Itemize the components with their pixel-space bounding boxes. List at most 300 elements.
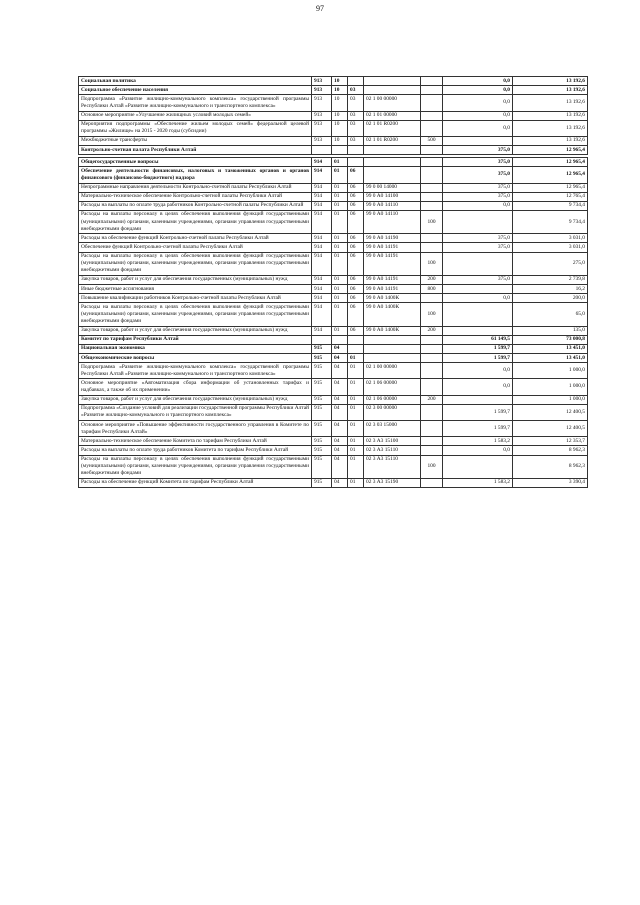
sum-2020-cell: 2 739,8 (513, 275, 588, 284)
target-article-cell: 02 1 01 00000 (364, 111, 421, 120)
sum-2020-cell: 16,2 (513, 285, 588, 294)
sum-2020-cell: 12 965,4 (513, 183, 588, 192)
row-name-cell: Обеспечение деятельности финансовых, налоговых и таможенных органов и органов финансового (финансово-бюджетного) надзора (79, 167, 312, 183)
table-row (79, 335, 588, 344)
section-code-cell: 01 (332, 303, 348, 326)
section-code-cell: 04 (332, 344, 348, 353)
subsection-code-cell: 03 (348, 111, 364, 120)
target-article-cell: 02 1 00 00000 (364, 95, 421, 111)
expense-type-cell (421, 243, 443, 252)
row-name-cell: Контрольно-счетная палата Республики Алтай (79, 146, 312, 155)
row-name-cell: Закупка товаров, работ и услуг для обеспечения государственных (муниципальных) нужд (79, 326, 312, 335)
row-name-cell: Расходы на выплаты персоналу в целях обеспечения выполнения функций государственными (муниципальными) органами, казенными учреждениями, органами управления государственными внебюджетными фондами (79, 252, 312, 275)
subsection-code-cell: 01 (348, 354, 364, 363)
ministry-code-cell: 914 (312, 192, 332, 201)
sum-2019-cell: 61 149,5 (443, 335, 513, 344)
expense-type-cell: 200 (421, 326, 443, 335)
sum-2020-cell: 1 000,0 (513, 363, 588, 379)
expense-type-cell: 100 (421, 252, 443, 275)
row-name-cell: Иные бюджетные ассигнования (79, 285, 312, 294)
subsection-code-cell (348, 344, 364, 353)
row-name-cell: Национальная экономика (79, 344, 312, 353)
sum-2019-cell: 375,0 (443, 183, 513, 192)
section-code-cell: 04 (332, 363, 348, 379)
sum-2020-cell: 12 353,7 (513, 437, 588, 446)
target-article-cell: 99 0 А0 14191 (364, 285, 421, 294)
subsection-code-cell: 01 (348, 404, 364, 420)
expense-type-cell (421, 158, 443, 167)
row-name-cell: Общегосударственные вопросы (79, 158, 312, 167)
subsection-code-cell: 03 (348, 86, 364, 95)
sum-2019-cell (443, 136, 513, 145)
target-article-cell (364, 77, 421, 86)
subsection-code-cell: 01 (348, 421, 364, 437)
row-name-cell: Социальная политика (79, 77, 312, 86)
sum-2020-cell: 13 192,6 (513, 95, 588, 111)
target-article-cell (364, 354, 421, 363)
target-article-cell: 02 1 01 R0200 (364, 136, 421, 145)
target-article-cell: 99 0 А0 14191 (364, 275, 421, 284)
target-article-cell (364, 335, 421, 344)
ministry-code-cell: 915 (312, 478, 332, 487)
budget-table-container (78, 76, 587, 488)
table-row (79, 303, 588, 326)
sum-2020-cell: 13 192,6 (513, 111, 588, 120)
sum-2019-cell: 375,0 (443, 167, 513, 183)
subsection-code-cell (348, 146, 364, 155)
table-row (79, 354, 588, 363)
target-article-cell: 02 3 А3 15110 (364, 446, 421, 455)
subsection-code-cell: 06 (348, 326, 364, 335)
sum-2020-cell: 13 192,6 (513, 77, 588, 86)
subsection-code-cell: 06 (348, 294, 364, 303)
subsection-code-cell: 01 (348, 379, 364, 395)
expense-type-cell (421, 344, 443, 353)
sum-2019-cell: 375,0 (443, 192, 513, 201)
ministry-code-cell: 914 (312, 326, 332, 335)
sum-2019-cell: 375,0 (443, 243, 513, 252)
ministry-code-cell: 913 (312, 77, 332, 86)
row-name-cell: Комитет по тарифам Республики Алтай (79, 335, 312, 344)
sum-2020-cell: 12 400,5 (513, 421, 588, 437)
section-code-cell: 04 (332, 379, 348, 395)
row-name-cell: Расходы на обеспечение функций Контрольно-счетной палаты Республики Алтай (79, 234, 312, 243)
target-article-cell: 99 0 А0 14191 (364, 243, 421, 252)
sum-2020-cell: 12 965,4 (513, 167, 588, 183)
sum-2020-cell: 8 962,3 (513, 455, 588, 478)
sum-2019-cell: 375,0 (443, 158, 513, 167)
table-row (79, 285, 588, 294)
expense-type-cell: 200 (421, 395, 443, 404)
section-code-cell: 10 (332, 120, 348, 136)
section-code-cell: 10 (332, 77, 348, 86)
sum-2020-cell: 9 734,4 (513, 201, 588, 210)
table-row (79, 478, 588, 487)
table-row (79, 210, 588, 233)
target-article-cell: 02 1 01 R0200 (364, 120, 421, 136)
section-code-cell (332, 335, 348, 344)
row-name-cell: Межбюджетные трансферты (79, 136, 312, 145)
expense-type-cell: 100 (421, 303, 443, 326)
ministry-code-cell: 915 (312, 363, 332, 379)
table-row (79, 234, 588, 243)
sum-2020-cell: 12 965,4 (513, 146, 588, 155)
subsection-code-cell (348, 158, 364, 167)
subsection-code-cell (348, 335, 364, 344)
subsection-code-cell: 06 (348, 234, 364, 243)
section-code-cell: 01 (332, 326, 348, 335)
expense-type-cell (421, 86, 443, 95)
sum-2019-cell: 0,0 (443, 363, 513, 379)
sum-2020-cell: 12 965,4 (513, 158, 588, 167)
ministry-code-cell (312, 335, 332, 344)
sum-2019-cell (443, 210, 513, 233)
target-article-cell: 99 0 А0 14190 (364, 234, 421, 243)
ministry-code-cell: 913 (312, 111, 332, 120)
row-name-cell: Закупка товаров, работ и услуг для обеспечения государственных (муниципальных) нужд (79, 275, 312, 284)
section-code-cell (332, 146, 348, 155)
sum-2019-cell: 1 583,2 (443, 437, 513, 446)
section-code-cell: 01 (332, 234, 348, 243)
sum-2019-cell: 1 599,7 (443, 344, 513, 353)
section-code-cell: 01 (332, 210, 348, 233)
subsection-code-cell: 01 (348, 446, 364, 455)
section-code-cell: 10 (332, 111, 348, 120)
row-name-cell: Социальное обеспечение населения (79, 86, 312, 95)
target-article-cell: 99 0 А0 14100 (364, 192, 421, 201)
sum-2019-cell: 375,0 (443, 146, 513, 155)
target-article-cell (364, 158, 421, 167)
section-code-cell: 01 (332, 275, 348, 284)
row-name-cell: Расходы на выплаты по оплате труда работников Комитета по тарифам Республики Алтай (79, 446, 312, 455)
section-code-cell: 01 (332, 167, 348, 183)
expense-type-cell: 800 (421, 285, 443, 294)
target-article-cell: 02 3 А3 15100 (364, 437, 421, 446)
sum-2019-cell: 1 599,7 (443, 421, 513, 437)
row-name-cell: Расходы на обеспечение функций Комитета по тарифам Республики Алтай (79, 478, 312, 487)
subsection-code-cell: 06 (348, 192, 364, 201)
row-name-cell: Общеэкономические вопросы (79, 354, 312, 363)
sum-2020-cell: 13 192,6 (513, 120, 588, 136)
sum-2020-cell: 3 031,0 (513, 243, 588, 252)
table-row (79, 421, 588, 437)
section-code-cell: 01 (332, 201, 348, 210)
ministry-code-cell: 915 (312, 421, 332, 437)
sum-2019-cell (443, 326, 513, 335)
target-article-cell: 02 3 00 00000 (364, 404, 421, 420)
subsection-code-cell: 06 (348, 167, 364, 183)
sum-2020-cell: 12 400,5 (513, 404, 588, 420)
sum-2019-cell: 0,0 (443, 111, 513, 120)
sum-2020-cell: 65,0 (513, 303, 588, 326)
sum-2020-cell: 135,0 (513, 326, 588, 335)
target-article-cell: 99 0 А0 1400К (364, 326, 421, 335)
ministry-code-cell: 915 (312, 354, 332, 363)
target-article-cell (364, 167, 421, 183)
row-name-cell: Расходы на выплаты персоналу в целях обеспечения выполнения функций государственными (муниципальными) органами, казенными учреждениями, органами управления государственными внебюджетными фондами (79, 455, 312, 478)
expense-type-cell (421, 421, 443, 437)
section-code-cell: 04 (332, 404, 348, 420)
subsection-code-cell: 06 (348, 285, 364, 294)
table-row (79, 192, 588, 201)
table-row (79, 404, 588, 420)
table-row (79, 243, 588, 252)
row-name-cell: Материально-техническое обеспечение Комитета по тарифам Республики Алтай (79, 437, 312, 446)
row-name-cell: Материально-техническое обеспечение Контрольно-счетной палаты Республики Алтай (79, 192, 312, 201)
target-article-cell (364, 344, 421, 353)
table-row (79, 167, 588, 183)
row-name-cell: Основное мероприятие «Повышение эффективности государственного управления в Комитете по тарифам Республики Алтай» (79, 421, 312, 437)
table-row (79, 95, 588, 111)
sum-2020-cell: 9 734,4 (513, 210, 588, 233)
ministry-code-cell: 915 (312, 437, 332, 446)
row-name-cell: Закупка товаров, работ и услуг для обеспечения государственных (муниципальных) нужд (79, 395, 312, 404)
sum-2020-cell: 200,0 (513, 294, 588, 303)
expense-type-cell: 500 (421, 136, 443, 145)
section-code-cell: 04 (332, 395, 348, 404)
subsection-code-cell: 03 (348, 120, 364, 136)
subsection-code-cell: 06 (348, 201, 364, 210)
ministry-code-cell: 915 (312, 395, 332, 404)
target-article-cell: 99 0 А0 1400К (364, 294, 421, 303)
target-article-cell: 02 3 А3 15110 (364, 455, 421, 478)
ministry-code-cell: 915 (312, 446, 332, 455)
section-code-cell: 04 (332, 421, 348, 437)
expense-type-cell (421, 183, 443, 192)
ministry-code-cell: 914 (312, 243, 332, 252)
sum-2019-cell (443, 285, 513, 294)
row-name-cell: Непрограммные направления деятельности Контрольно-счетной палаты Республики Алтай (79, 183, 312, 192)
ministry-code-cell: 914 (312, 183, 332, 192)
sum-2019-cell (443, 303, 513, 326)
row-name-cell: Обеспечение функций Контрольно-счетной палаты Республики Алтай (79, 243, 312, 252)
row-name-cell: Расходы на выплаты персоналу в целях обеспечения выполнения функций государственными (муниципальными) органами, казенными учреждениями, органами управления государственными внебюджетными фондами (79, 210, 312, 233)
ministry-code-cell: 913 (312, 136, 332, 145)
table-row (79, 146, 588, 155)
expense-type-cell (421, 446, 443, 455)
subsection-code-cell: 01 (348, 437, 364, 446)
sum-2020-cell: 13 192,6 (513, 86, 588, 95)
table-row (79, 294, 588, 303)
target-article-cell: 99 0 А0 14110 (364, 210, 421, 233)
target-article-cell: 02 1 06 00000 (364, 379, 421, 395)
section-code-cell: 01 (332, 294, 348, 303)
sum-2019-cell: 0,0 (443, 120, 513, 136)
sum-2020-cell: 275,0 (513, 252, 588, 275)
expense-type-cell (421, 77, 443, 86)
subsection-code-cell: 01 (348, 478, 364, 487)
table-row (79, 446, 588, 455)
section-code-cell: 10 (332, 95, 348, 111)
sum-2019-cell: 0,0 (443, 294, 513, 303)
table-row (79, 183, 588, 192)
sum-2019-cell: 375,0 (443, 275, 513, 284)
ministry-code-cell: 914 (312, 303, 332, 326)
subsection-code-cell: 06 (348, 275, 364, 284)
table-row (79, 111, 588, 120)
target-article-cell: 02 3 03 15000 (364, 421, 421, 437)
section-code-cell: 04 (332, 455, 348, 478)
target-article-cell: 99 0 А0 14191 (364, 252, 421, 275)
sum-2020-cell: 13 451,0 (513, 344, 588, 353)
sum-2020-cell: 1 000,0 (513, 379, 588, 395)
target-article-cell: 02 3 А3 15190 (364, 478, 421, 487)
ministry-code-cell: 914 (312, 252, 332, 275)
row-name-cell: Основное мероприятие «Автоматизация сбора информации об установленных тарифах и надбавках, а также об их применении» (79, 379, 312, 395)
ministry-code-cell: 914 (312, 210, 332, 233)
ministry-code-cell: 914 (312, 275, 332, 284)
expense-type-cell (421, 478, 443, 487)
ministry-code-cell: 914 (312, 234, 332, 243)
table-row (79, 86, 588, 95)
expense-type-cell (421, 294, 443, 303)
ministry-code-cell: 914 (312, 285, 332, 294)
expense-type-cell: 100 (421, 210, 443, 233)
table-row (79, 437, 588, 446)
section-code-cell: 10 (332, 86, 348, 95)
subsection-code-cell: 06 (348, 243, 364, 252)
subsection-code-cell: 01 (348, 395, 364, 404)
ministry-code-cell: 913 (312, 86, 332, 95)
subsection-code-cell (348, 77, 364, 86)
section-code-cell: 01 (332, 192, 348, 201)
sum-2020-cell: 73 000,8 (513, 335, 588, 344)
ministry-code-cell (312, 146, 332, 155)
expense-type-cell (421, 335, 443, 344)
target-article-cell: 99 0 А0 1400К (364, 303, 421, 326)
target-article-cell: 99 0 00 14000 (364, 183, 421, 192)
sum-2020-cell: 12 765,4 (513, 192, 588, 201)
table-row (79, 201, 588, 210)
table-row (79, 363, 588, 379)
row-name-cell: Мероприятия подпрограммы «Обеспечение жильем молодых семей» федеральной целевой программы «Жилище» на 2015 - 2020 годы (субсидии) (79, 120, 312, 136)
table-row (79, 379, 588, 395)
sum-2019-cell: 0,0 (443, 86, 513, 95)
row-name-cell: Подпрограмма «Развитие жилищно-коммунального комплекса» государственной программы Республики Алтай «Развитие жилищно-коммунального и транспортного комплекса» (79, 363, 312, 379)
ministry-code-cell: 914 (312, 294, 332, 303)
expense-type-cell (421, 234, 443, 243)
section-code-cell: 01 (332, 285, 348, 294)
row-name-cell: Подпрограмма «Создание условий для реализации государственной программы Республики Алтай «Развитие жилищно-коммунального и транспортного комплекса» (79, 404, 312, 420)
subsection-code-cell: 06 (348, 210, 364, 233)
table-row (79, 395, 588, 404)
subsection-code-cell: 01 (348, 363, 364, 379)
subsection-code-cell: 06 (348, 303, 364, 326)
sum-2019-cell: 0,0 (443, 77, 513, 86)
budget-table (78, 76, 588, 488)
ministry-code-cell: 914 (312, 158, 332, 167)
section-code-cell: 01 (332, 183, 348, 192)
ministry-code-cell: 915 (312, 404, 332, 420)
table-row (79, 158, 588, 167)
ministry-code-cell: 915 (312, 455, 332, 478)
expense-type-cell (421, 404, 443, 420)
sum-2019-cell: 0,0 (443, 201, 513, 210)
table-row (79, 252, 588, 275)
ministry-code-cell: 913 (312, 95, 332, 111)
target-article-cell: 02 1 00 00000 (364, 363, 421, 379)
row-name-cell: Основное мероприятие «Улучшение жилищных условий молодых семей» (79, 111, 312, 120)
expense-type-cell (421, 354, 443, 363)
row-name-cell: Повышение квалификации работников Контрольно-счетной палаты Республики Алтай (79, 294, 312, 303)
sum-2020-cell: 13 192,6 (513, 136, 588, 145)
sum-2019-cell: 0,0 (443, 95, 513, 111)
target-article-cell (364, 86, 421, 95)
table-row (79, 136, 588, 145)
sum-2019-cell (443, 455, 513, 478)
sum-2019-cell: 0,0 (443, 379, 513, 395)
target-article-cell: 02 1 06 00000 (364, 395, 421, 404)
subsection-code-cell: 06 (348, 252, 364, 275)
page-number: 97 (316, 4, 324, 13)
expense-type-cell (421, 363, 443, 379)
sum-2019-cell: 1 599,7 (443, 354, 513, 363)
expense-type-cell (421, 167, 443, 183)
sum-2019-cell: 1 583,2 (443, 478, 513, 487)
sum-2019-cell (443, 395, 513, 404)
expense-type-cell (421, 437, 443, 446)
section-code-cell: 04 (332, 446, 348, 455)
sum-2020-cell: 3 031,0 (513, 234, 588, 243)
expense-type-cell: 100 (421, 455, 443, 478)
table-row (79, 455, 588, 478)
sum-2020-cell: 13 451,0 (513, 354, 588, 363)
section-code-cell: 01 (332, 158, 348, 167)
budget-table-body (79, 77, 588, 488)
expense-type-cell (421, 111, 443, 120)
ministry-code-cell: 915 (312, 379, 332, 395)
sum-2020-cell: 8 962,3 (513, 446, 588, 455)
section-code-cell: 01 (332, 252, 348, 275)
subsection-code-cell: 03 (348, 136, 364, 145)
sum-2020-cell: 3 390,4 (513, 478, 588, 487)
section-code-cell: 04 (332, 354, 348, 363)
expense-type-cell (421, 201, 443, 210)
section-code-cell: 01 (332, 243, 348, 252)
sum-2019-cell: 1 599,7 (443, 404, 513, 420)
ministry-code-cell: 914 (312, 167, 332, 183)
expense-type-cell (421, 192, 443, 201)
sum-2020-cell: 1 000,0 (513, 395, 588, 404)
expense-type-cell: 200 (421, 275, 443, 284)
table-row (79, 120, 588, 136)
expense-type-cell (421, 146, 443, 155)
expense-type-cell (421, 379, 443, 395)
target-article-cell (364, 146, 421, 155)
sum-2019-cell: 0,0 (443, 446, 513, 455)
target-article-cell: 99 0 А0 14110 (364, 201, 421, 210)
row-name-cell: Расходы на выплаты персоналу в целях обеспечения выполнения функций государственными (муниципальными) органами, казенными учреждениями, органами управления государственными внебюджетными фондами (79, 303, 312, 326)
table-row (79, 77, 588, 86)
table-row (79, 275, 588, 284)
sum-2019-cell (443, 252, 513, 275)
subsection-code-cell: 06 (348, 183, 364, 192)
ministry-code-cell: 913 (312, 120, 332, 136)
subsection-code-cell: 03 (348, 95, 364, 111)
section-code-cell: 04 (332, 437, 348, 446)
subsection-code-cell: 01 (348, 455, 364, 478)
table-row (79, 344, 588, 353)
row-name-cell: Расходы на выплаты по оплате труда работников Контрольно-счетной палаты Республики Алтай (79, 201, 312, 210)
expense-type-cell (421, 120, 443, 136)
sum-2019-cell: 375,0 (443, 234, 513, 243)
expense-type-cell (421, 95, 443, 111)
section-code-cell: 10 (332, 136, 348, 145)
ministry-code-cell: 914 (312, 201, 332, 210)
section-code-cell: 04 (332, 478, 348, 487)
table-row (79, 326, 588, 335)
row-name-cell: Подпрограмма «Развитие жилищно-коммунального комплекса» государственной программы Республики Алтай «Развитие жилищно-коммунального и транспортного комплекса» (79, 95, 312, 111)
